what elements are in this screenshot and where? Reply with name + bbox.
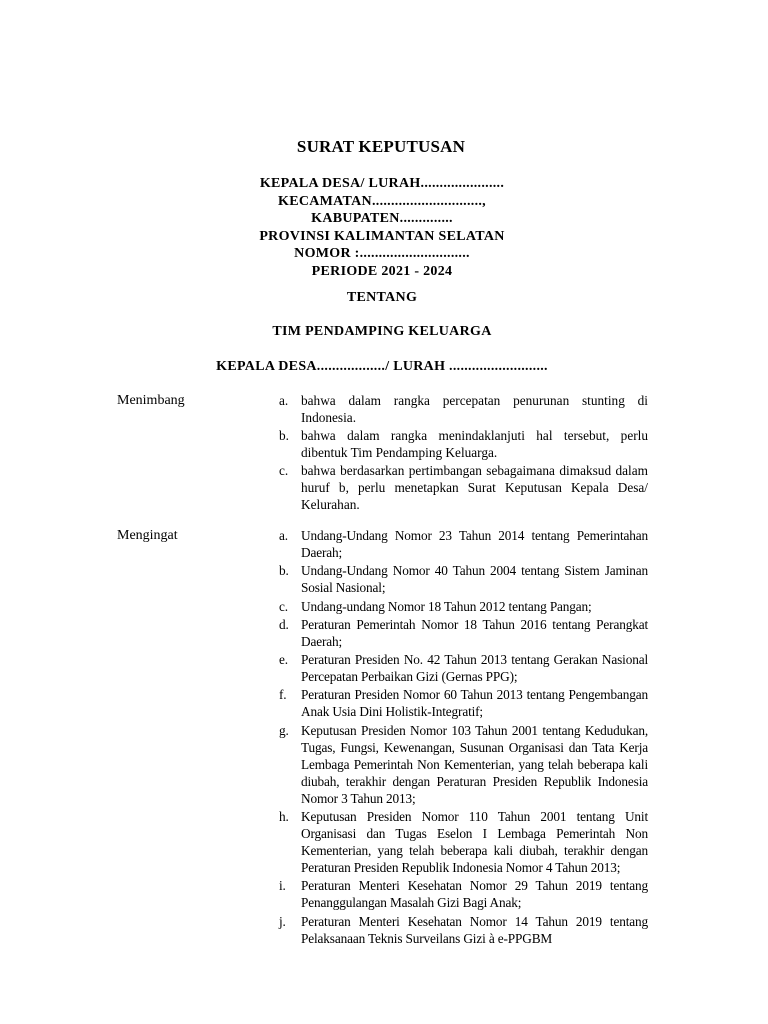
list-item [273,616,648,650]
mengingat-label: Mengingat [117,528,178,543]
list-item [273,527,648,561]
item-letter: c. [279,598,288,614]
menimbang-list [273,392,648,514]
tentang-heading: TENTANG [346,290,418,305]
list-item [273,877,648,911]
mengingat-list [273,527,648,948]
list-item [273,562,648,596]
header-line-kabupaten: KABUPATEN.............. [311,211,453,227]
item-letter: j. [279,913,286,929]
item-text: Keputusan Presiden Nomor 103 Tahun 2001 tentang Kedudukan, Tugas, Fungsi, Kewenangan, Susunan Organisasi dan Tata Kerja Lembaga Pemerintah Non Kementerian, yang telah beberapa kali diubah, terakhir dengan Peraturan Presiden Republik Indonesia Nomor 3 Tahun 2013; [301,722,648,806]
item-letter: a. [279,393,289,408]
kepala-desa-line: KEPALA DESA................../ LURAH .......................... [216,359,548,374]
item-text: Peraturan Menteri Kesehatan Nomor 29 Tahun 2019 tentang Penanggulangan Masalah Gizi Bagi Anak; [301,878,648,911]
item-letter: a. [279,528,288,543]
item-text: Undang-Undang Nomor 40 Tahun 2004 tentang Sistem Jaminan Sosial Nasional; [301,563,648,596]
list-item [273,651,648,685]
list-item [273,392,648,426]
menimbang-label: Menimbang [117,393,185,408]
item-text: bahwa berdasarkan pertimbangan sebagaimana dimaksud dalam huruf b, perlu menetapkan Surat Keputusan Kepala Desa/ Kelurahan. [301,463,648,512]
item-letter: i. [279,878,286,894]
item-letter: c. [279,463,289,478]
list-item [273,808,648,876]
list-item [273,913,648,947]
list-item [273,686,648,720]
list-item [273,598,648,615]
item-text: Peraturan Menteri Kesehatan Nomor 14 Tahun 2019 tentang Pelaksanaan Teknis Surveilans Gizi à e-PPGBM [301,913,648,946]
item-letter: b. [279,428,289,443]
item-letter: d. [279,616,289,632]
header-line-provinsi: PROVINSI KALIMANTAN SELATAN [259,228,505,244]
header-line-nomor: NOMOR :............................. [294,246,470,262]
item-text: bahwa dalam rangka menindaklanjuti hal tersebut, perlu dibentuk Tim Pendamping Keluarga. [301,428,648,460]
item-text: Peraturan Presiden No. 42 Tahun 2013 tentang Gerakan Nasional Percepatan Perbaikan Gizi (Gernas PPG); [301,652,648,685]
header-line-periode: PERIODE 2021 - 2024 [311,263,453,279]
document-title: SURAT KEPUTUSAN [296,137,466,156]
header-block [0,175,764,281]
item-letter: f. [279,687,287,703]
header-line-kepala-desa: KEPALA DESA/ LURAH...................... [259,176,505,191]
item-text: bahwa dalam rangka percepatan penurunan stunting di Indonesia. [301,393,648,425]
item-text: Undang-undang Nomor 18 Tahun 2012 tentang Pangan; [301,598,592,614]
item-text: Keputusan Presiden Nomor 110 Tahun 2001 tentang Unit Organisasi dan Tugas Eselon I Lembaga Pemerintah Non Kementerian, yang telah beberapa kali diubah, terakhir dengan Peraturan Presiden Republik Indonesia Nomor 4 Tahun 2013; [301,809,648,876]
item-text: Undang-Undang Nomor 23 Tahun 2014 tentang Pemerintahan Daerah; [301,528,648,560]
item-letter: h. [279,809,289,825]
item-letter: e. [279,652,288,668]
list-item [273,722,648,807]
header-line-kecamatan: KECAMATAN............................., [278,193,486,209]
subject-heading: TIM PENDAMPING KELUARGA [272,324,492,339]
item-text: Peraturan Presiden Nomor 60 Tahun 2013 tentang Pengembangan Anak Usia Dini Holistik-Integratif; [301,687,648,720]
list-item [273,462,648,513]
item-letter: g. [279,722,289,738]
list-item [273,427,648,461]
item-text: Peraturan Pemerintah Nomor 18 Tahun 2016 tentang Perangkat Daerah; [301,616,648,649]
item-letter: b. [279,563,289,579]
